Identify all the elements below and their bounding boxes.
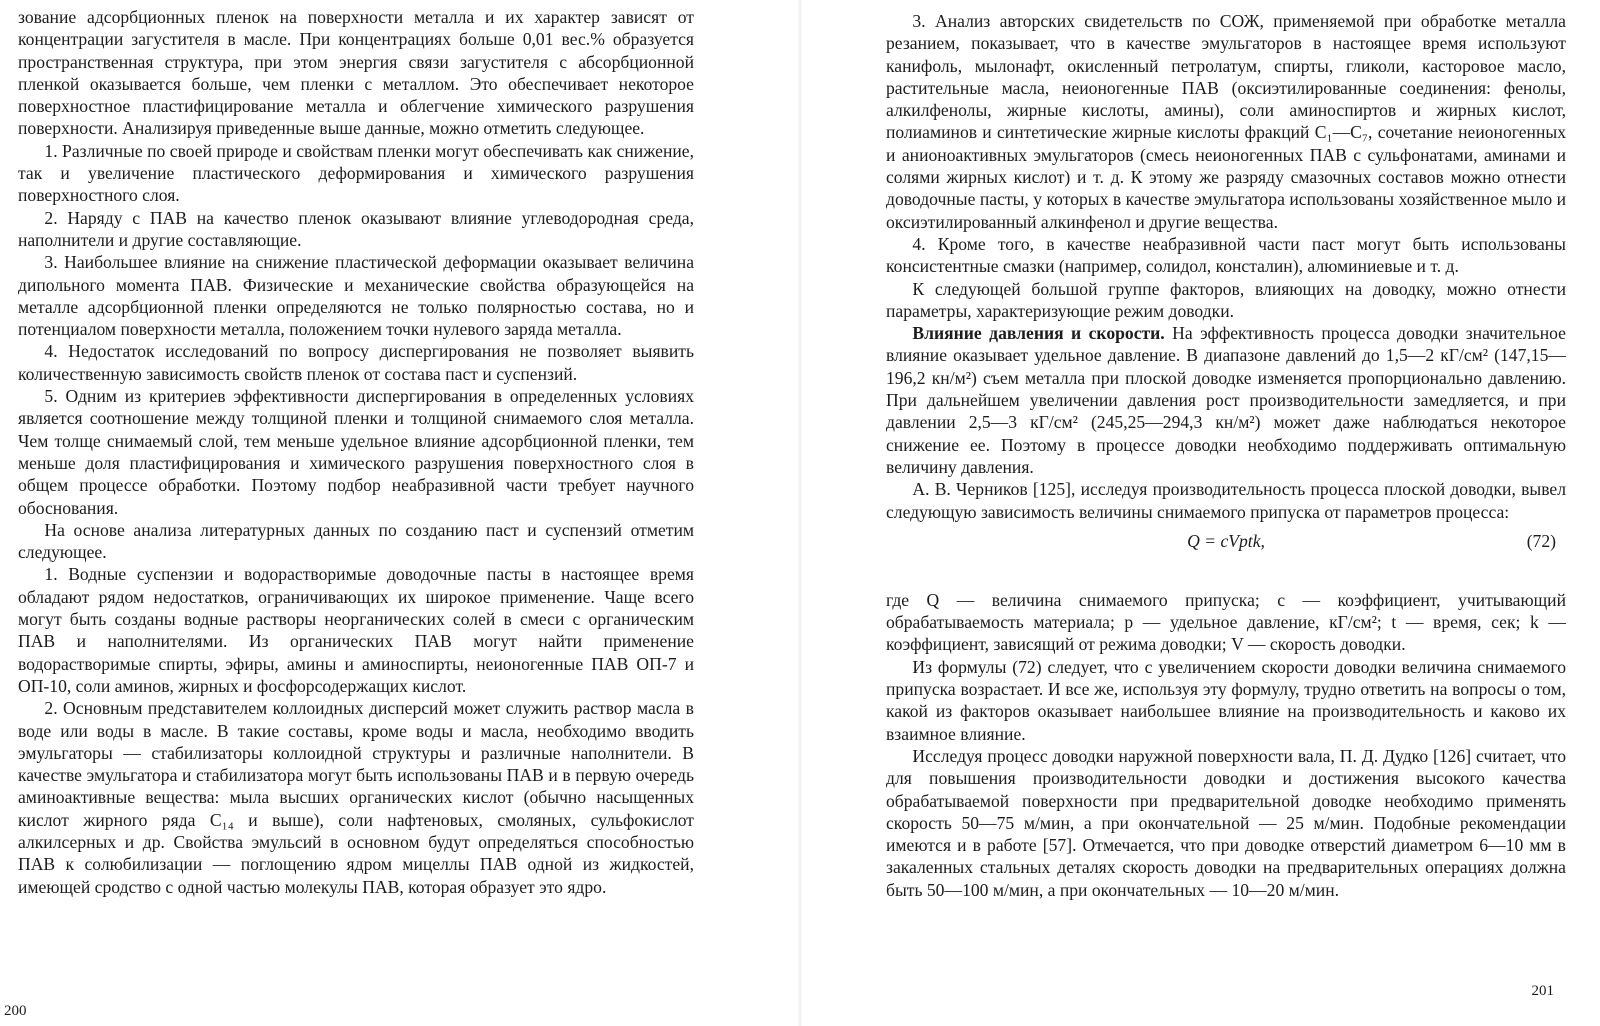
formula-expression: Q = cVptk, (1187, 530, 1265, 551)
section-heading: Влияние давления и скорости. (912, 323, 1165, 344)
left-paragraph-1: зование адсорбционных пленок на поверхности металла и их характер зависят от концентрации загустителя в масле. При концентрациях больше 0,01 вес.% образуется пространственная структура, при этом энергия связи загустителя с абсорбционной пленкой оказывается больше, чем пленки с металлом. Это обеспечивает некоторое поверхностное пластифицирование металла и облегчение химического разрушения поверхности. Анализируя приведенные выше данные, можно отметить следующее. (18, 7, 694, 139)
right-paragraph-after-formula-3: Исследуя процесс доводки наружной поверхности вала, П. Д. Дудко [126] считает, что для повышения производительности доводки и достижения высокого качества обрабатываемой поверхности при предварительной доводке необходимо применять скорость 50—75 м/мин, а при окончательной — 25 м/мин. Подобные рекомендации имеются и в работе [57]. Отмечается, что при доводке отверстий диаметром 6—10 мм в закаленных стальных деталях скорость доводки на предварительных операциях должна быть 50—100 м/мин, а при окончательных — 10—20 м/мин. (886, 745, 1566, 900)
formula-72 (886, 523, 1566, 559)
right-paragraph-2: 4. Кроме того, в качестве неабразивной части паст могут быть использованы консистентные смазки (например, солидол, консталин), алюминиевые и т. д. (886, 233, 1566, 277)
right-paragraph-3: К следующей большой группе факторов, влияющих на доводку, можно отнести параметры, характеризующие режим доводки. (886, 278, 1566, 321)
section-heading-text: На эффективность процесса доводки значительное влияние оказывает удельное давление. В диапазоне давлений до 1,5—2 кГ/см² (147,15—196,2 кн/м²) съем металла при плоской доводке изменяется пропорционально давлению. При дальнейшем увеличении давления рост производительности замедляется, и при давлении 2,5—3 кГ/см² (245,25—294,3 кн/м²) может даже наблюдаться некоторое снижение ее. Поэтому в процессе доводки необходимо поддерживать оптимальную величину давления. (886, 323, 1566, 477)
right-page (800, 0, 1600, 1026)
right-paragraph-formula-intro: А. В. Черников [125], исследуя производительность процесса плоской доводки, вывел следующую зависимость величины снимаемого припуска от параметров процесса: (886, 479, 1566, 522)
section-paragraph (886, 322, 1566, 478)
left-paragraph-5: 4. Недостаток исследований по вопросу диспергирования не позволяет выявить количественную зависимость свойств пленок от состава паст и суспензий. (18, 341, 694, 384)
right-paragraph-after-formula-2: Из формулы (72) следует, что с увеличением скорости доводки величина снимаемого припуска возрастает. И все же, используя эту формулу, трудно ответить на вопросы о том, какой из факторов оказывает наибольшее влияние на производительность и каково их взаимное влияние. (886, 656, 1566, 744)
right-paragraph-1: 3. Анализ авторских свидетельств по СОЖ, применяемой при обработке металла резанием, показывает, что в качестве эмульгаторов в настоящее время используют канифоль, мылонафт, окисленный петролатум, спирты, гликоли, касторовое масло, растительные масла, неионогенные ПАВ (оксиэтилированные соединения: фенолы, алкилфенолы, жирные кислоты, амины), соли аминоспиртов и жирных кислот, полиаминов и синтетические жирные кислоты фракций С₁—С₇, сочетание неионогенных и анионоактивных эмульгаторов (смесь неионогенных ПАВ с сульфонатами, аминами и солями жирных кислот) и т. д. К этому же разряду смазочных составов можно отнести доводочные пасты, у которых в качестве эмульгатора использованы хозяйственное мыло и оксиэтилированный алкинфенол и другие вещества. (886, 11, 1566, 232)
left-paragraph-7: На основе анализа литературных данных по созданию паст и суспензий отметим следующее. (18, 519, 694, 563)
formula-explanation: где Q — величина снимаемого припуска; c — коэффициент, учитывающий обрабатываемость материала; p — удельное давление, кГ/см²; t — время, сек; k — коэффициент, зависящий от режима доводки; V — скорость доводки. (886, 589, 1566, 655)
left-paragraph-3: 2. Наряду с ПАВ на качество пленок оказывают влияние углеводородная среда, наполнители и другие составляющие. (18, 207, 694, 250)
left-paragraph-8: 1. Водные суспензии и водорастворимые доводочные пасты в настоящее время обладают рядом недостатков, ограничивающих их широкое применение. Чаще всего могут быть созданы водные растворы неорганических солей в смеси с органическим ПАВ и наполнителями. Из органических ПАВ могут найти применение водорастворимые спирты, эфиры, амины и аминоспирты, неионогенные ПАВ ОП-7 и ОП-10, соли аминов, жирных и фосфорсодержащих кислот. (18, 564, 694, 696)
right-page-number: 201 (1531, 983, 1554, 999)
right-text-column (886, 10, 1566, 901)
formula-number: (72) (1526, 530, 1556, 551)
left-paragraph-9: 2. Основным представителем коллоидных дисперсий может служить раствор масла в воде или воды в масле. В такие составы, кроме воды и масла, необходимо вводить эмульгаторы — стабилизаторы коллоидной структуры и различные наполнители. В качестве эмульгатора и стабилизатора могут быть использованы ПАВ и в первую очередь аминоактивные вещества: мыла высших органических кислот (обычно насыщенных кислот жирного ряда С₁₄ и выше), соли нафтеновых, смоляных, сульфокислот алкилсерных и др. Свойства эмульсий в основном будут определяться способностью ПАВ к солюбилизации — поглощению ядром мицеллы ПАВ одной из жидкостей, имеющей сродство с одной частью молекулы ПАВ, которая образует это ядро. (18, 698, 694, 897)
left-paragraph-6: 5. Одним из критериев эффективности диспергирования в определенных условиях является соотношение между толщиной пленки и толщиной снимаемого слоя металла. Чем толще снимаемый слой, тем меньше удельное влияние адсорбционной пленки, тем меньше доля пластифицирования и химического разрушения поверхностного слоя в общем процессе обработки. Поэтому подбор неабразивной части требует научного обоснования. (18, 386, 694, 518)
left-paragraph-4: 3. Наибольшее влияние на снижение пластической деформации оказывает величина дипольного момента ПАВ. Физические и механические свойства образующейся на металле адсорбционной пленки определяются не только полярностью состава, но и потенциалом поверхности металла, положением точки нулевого заряда металла. (18, 252, 694, 340)
left-text-column (18, 6, 694, 898)
left-page-number: 200 (4, 1003, 27, 1019)
left-paragraph-2: 1. Различные по своей природе и свойствам пленки могут обеспечивать как снижение, так и увеличение пластического деформирования и химического разрушения поверхностного слоя. (18, 140, 694, 206)
